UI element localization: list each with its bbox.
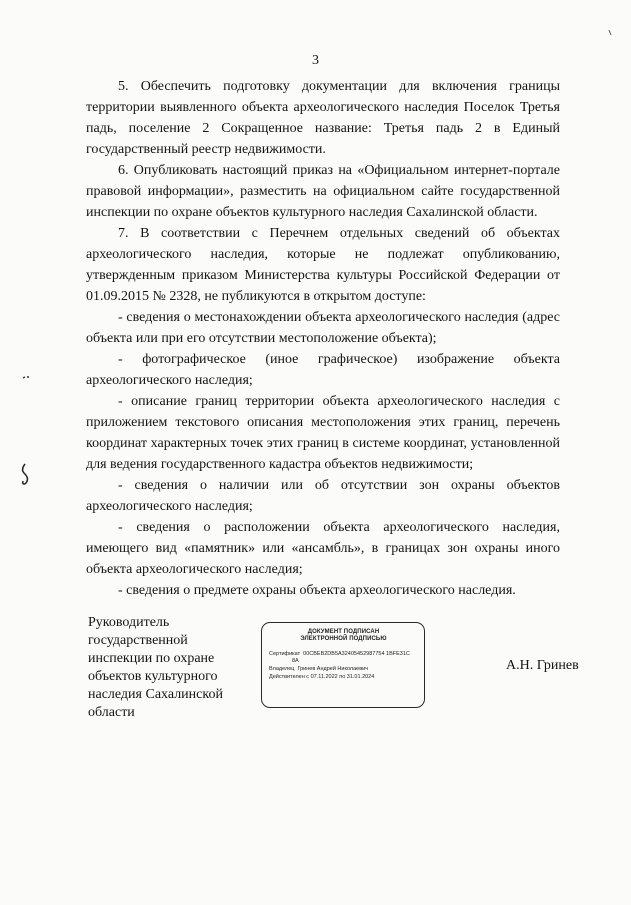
list-item-boundaries: - описание границ территории объекта археологического наследия с приложением текстового описания местоположения этих границ, перечень координат характерных точек этих границ в системе координат, установленной для ведения государственного кадастра объектов недвижимости; xyxy=(86,394,560,472)
list-item-protection-zones: - сведения о наличии или об отсутствии зон охраны объектов археологического наследия; xyxy=(86,478,560,514)
stamp-certificate-value: 00CBEB2DB5A32405452987754 1BFE31C xyxy=(303,651,410,657)
list-item-monument-location: - сведения о расположении объекта археологического наследия, имеющего вид «памятник» или «ансамбль», в границах зон охраны иного объекта археологического наследия; xyxy=(86,520,560,577)
paragraph-6: 6. Опубликовать настоящий приказ на «Официальном интернет-портале правовой информации», разместить на официальном сайте государственной инспекции по охране объектов культурного наследия Сахалинской области. xyxy=(86,163,560,220)
stamp-title-line-1: ДОКУМЕНТ ПОДПИСАН xyxy=(307,629,380,635)
document-body xyxy=(86,76,560,601)
stamp-certificate-tail: 8A xyxy=(292,658,299,664)
margin-mark-icon xyxy=(20,372,34,386)
signer-name: А.Н. Гринев xyxy=(506,658,579,673)
page-number: 3 xyxy=(312,53,319,68)
signatory-line: области xyxy=(88,705,135,720)
list-item-protection-subject: - сведения о предмете охраны объекта археологического наследия. xyxy=(118,583,516,598)
electronic-signature-stamp xyxy=(261,622,425,708)
stamp-certificate xyxy=(269,650,418,658)
signatory-line: Руководитель xyxy=(88,615,170,630)
signatory-line: инспекции по охране xyxy=(88,651,215,666)
list-item-location: - сведения о местонахождении объекта археологического наследия (адрес объекта или при его отсутствии местоположение объекта); xyxy=(86,310,560,346)
signatory-position xyxy=(88,614,268,722)
paragraph-7: 7. В соответствии с Перечнем отдельных сведений об объектах археологического наследия, которые не подлежат опубликованию, утвержденным приказом Министерства культуры Российской Федерации от 01.09.2015 № 2328, не публикуются в открытом доступе: xyxy=(86,226,560,304)
stamp-validity: Действителен с 07.11.2022 по 31.01.2024 xyxy=(269,674,375,680)
stamp-owner-label: Владелец xyxy=(269,666,295,672)
signatory-line: объектов культурного xyxy=(88,669,218,684)
handwritten-mark-icon xyxy=(16,462,34,488)
stamp-owner-value: Гринев Андрей Николаевич xyxy=(297,666,369,672)
signatory-line: государственной xyxy=(88,633,188,648)
paragraph-5: 5. Обеспечить подготовку документации для включения границы территории выявленного объекта археологического наследия Поселок Третья падь, поселение 2 Сокращенное название: Третья падь 2 в Единый государственный реестр недвижимости. xyxy=(86,79,560,157)
list-item-photo: - фотографическое (иное графическое) изображение объекта археологического наследия; xyxy=(86,352,560,388)
stamp-title-line-2: ЭЛЕКТРОННОЙ ПОДПИСЬЮ xyxy=(300,636,387,642)
stamp-owner xyxy=(269,665,418,673)
signatory-line: наследия Сахалинской xyxy=(88,687,223,702)
scan-dot-icon xyxy=(606,28,614,38)
stamp-certificate-label: Сертификат xyxy=(269,651,301,657)
